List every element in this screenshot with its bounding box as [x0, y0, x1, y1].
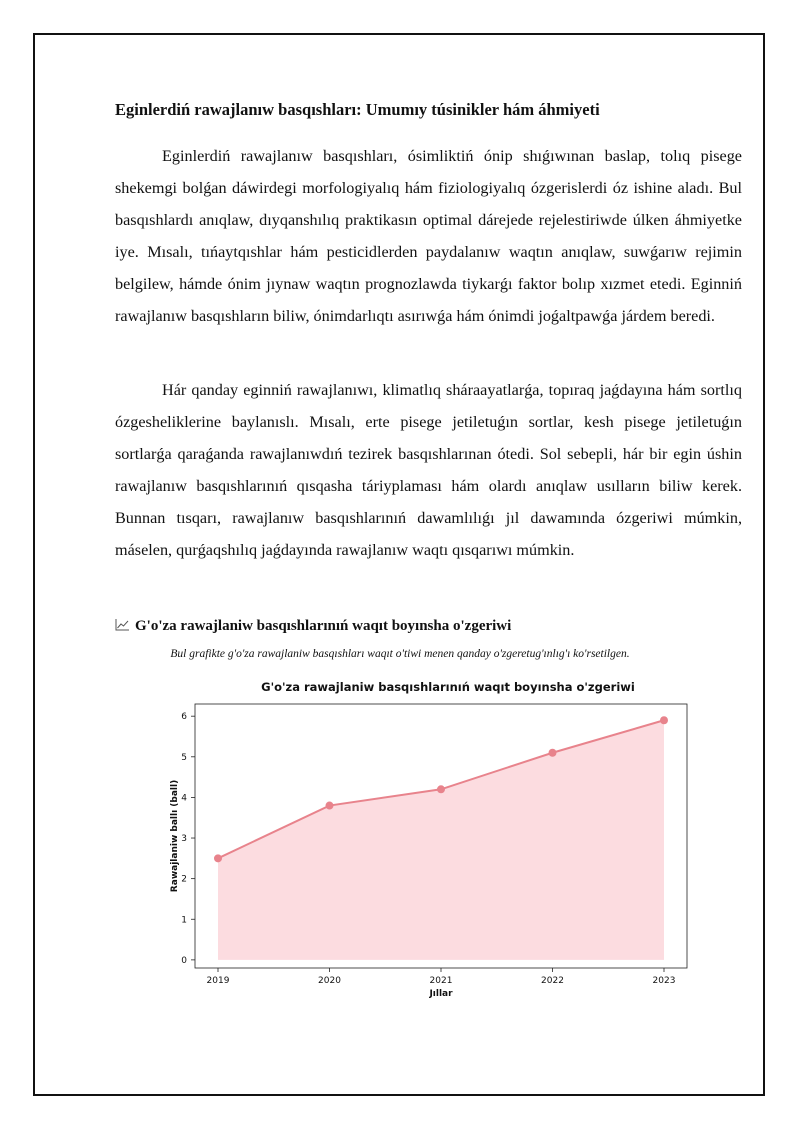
data-point	[549, 749, 557, 757]
y-tick-label: 2	[181, 874, 187, 885]
paragraph-2: Hár qanday eginniń rawajlanıwı, klimatlıq sháraayatlarǵa, topıraq jaǵdayına hám sortlıq ózgesheliklerine baylanıslı. Mısalı, erte pisege jetiletuǵın sortlar, kesh pisege jetiletuǵın sortlarǵa qaraǵanda rawajlanıwdıń tezirek basqıshlarınan ótedi. Sol sebepli, hár bir egin úshin rawajlanıw basqıshlarınıń qısqasha táriyplaması hám olardı anıqlaw usılların biliw kerek. Bunnan tısqarı, rawajlanıw basqıshlarınıń dawamlılıǵı jıl dawamında ózgeriwi múmkin, máselen, qurǵaqshılıq jaǵdayında rawajlanıw waqtı qısqarıwı múmkin.	[115, 381, 742, 559]
paragraph-1: Eginlerdiń rawajlanıw basqıshları, ósimliktiń ónip shıǵıwınan baslap, tolıq pisege shekemgi bolǵan dáwirdegi morfologiyalıq hám fiziologiyalıq ózgerislerdi óz ishine aladı. Bul basqıshlardı anıqlaw, dıyqanshılıq praktikasın optimal dárejede rejelestiriwde úlken áhmiyetke iye. Mısalı, tıńaytqıshlar hám pesticidlerden paydalanıw waqtın anıqlaw, suwǵarıw rejimin belgilew, hámde ónim jıynaw waqtın prognozlawda tiykarǵı faktor bolıp xızmet etedi. Eginniń rawajlanıw basqıshların biliw, ónimdarlıqtı asırıwǵa hám ónimdi joǵaltpawǵa járdem beredi.	[115, 147, 742, 325]
chart	[160, 672, 700, 1007]
y-tick-label: 1	[181, 915, 187, 926]
data-point	[660, 716, 668, 724]
y-tick-label: 5	[181, 752, 187, 763]
data-point	[437, 785, 445, 793]
x-tick-label: 2023	[652, 976, 676, 986]
data-point	[326, 802, 334, 810]
chart-title: G'o'za rawajlaniw basqıshlarınıń waqıt boyınsha o'zgeriwi	[261, 680, 635, 694]
x-axis-label: Jıllar	[429, 989, 453, 999]
document-title: Eginlerdiń rawajlanıw basqıshları: Umumıy túsinikler hám áhmiyeti	[115, 100, 600, 119]
y-tick-label: 0	[181, 955, 187, 966]
area-fill	[218, 720, 664, 960]
figure-caption: Bul grafikte g'o'za rawajlaniw basqıshları waqıt o'tiwi menen qanday o'zgeretug'ınlıg'ı ko'rsetilgen.	[170, 648, 630, 660]
x-tick-label: 2021	[429, 976, 453, 986]
y-axis-label: Rawajlaniw ballı (ball)	[170, 779, 180, 893]
x-tick-label: 2019	[206, 976, 230, 986]
y-tick-label: 3	[181, 834, 187, 845]
chart-increasing-icon	[115, 618, 130, 631]
data-point	[214, 854, 222, 862]
x-tick-label: 2020	[318, 976, 341, 986]
y-tick-label: 4	[181, 793, 187, 804]
figure-heading	[115, 618, 742, 635]
chart-svg	[160, 672, 700, 1007]
y-tick-label: 6	[181, 712, 187, 723]
x-tick-label: 2022	[541, 976, 564, 986]
figure-heading-text: G'o'za rawajlaniw basqıshlarınıń waqıt boyınsha o'zgeriwi	[135, 618, 512, 634]
